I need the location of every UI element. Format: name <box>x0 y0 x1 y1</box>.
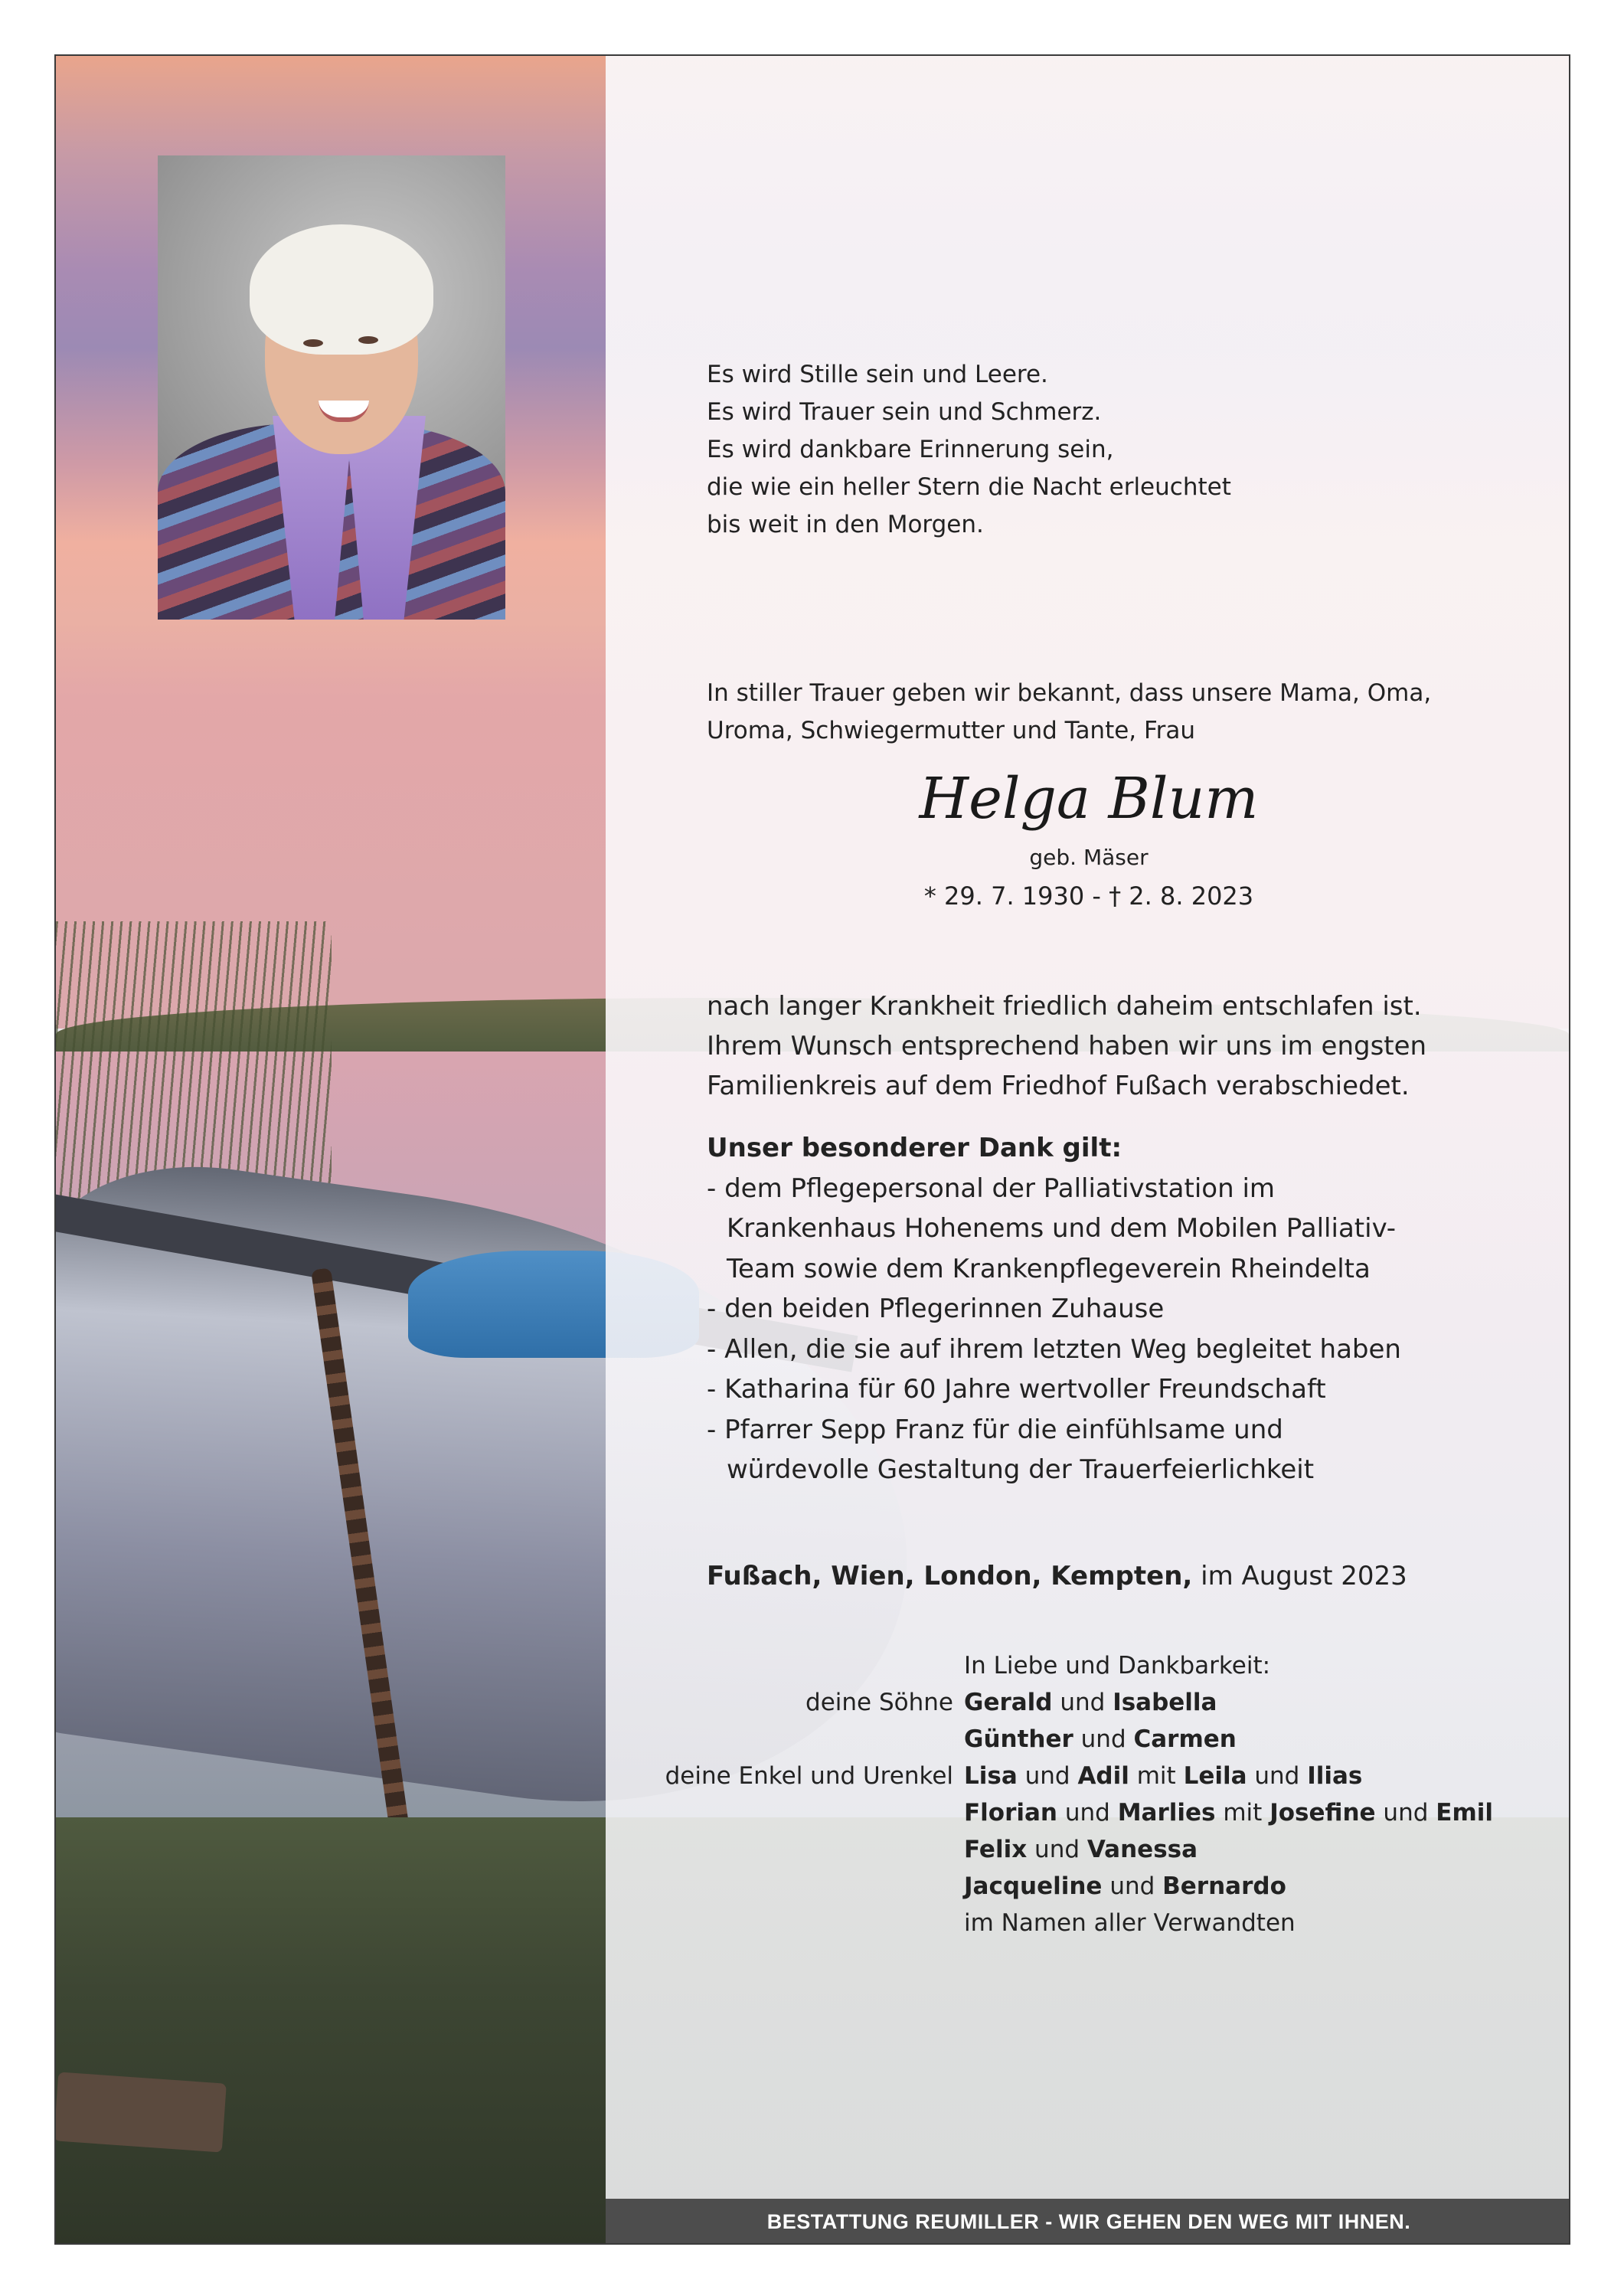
thanks-line: - den beiden Pflegerinnen Zuhause <box>707 1294 1165 1324</box>
notice-line: Ihrem Wunsch entsprechend haben wir uns im engsten <box>707 1031 1427 1061</box>
closing-text: im Namen aller Verwandten <box>964 1909 1296 1937</box>
great-grandchild-name: Leila <box>1183 1762 1247 1790</box>
grandchild-family <box>964 1794 1493 1831</box>
month-year: im August 2023 <box>1192 1561 1407 1591</box>
son-couple <box>964 1721 1237 1758</box>
sons-label: deine Söhne <box>805 1689 953 1716</box>
son-name: Günther <box>964 1725 1073 1753</box>
son-couple <box>964 1684 1217 1721</box>
and-word: und <box>1057 1799 1118 1827</box>
intro-line: In stiller Trauer geben wir bekannt, dass unsere Mama, Oma, <box>707 679 1432 707</box>
poem <box>707 356 1231 544</box>
portrait-photo <box>158 155 505 620</box>
deceased-name: Helga Blum <box>919 766 1259 832</box>
empty-label <box>653 1794 964 1831</box>
with-word: mit <box>1129 1762 1184 1790</box>
great-grandchild-name: Ilias <box>1307 1762 1363 1790</box>
empty-label <box>653 1831 964 1868</box>
poem-line: Es wird Trauer sein und Schmerz. <box>707 398 1102 426</box>
poem-line: die wie ein heller Stern die Nacht erleuchtet <box>707 473 1231 501</box>
thanks-line: würdevolle Gestaltung der Trauerfeierlichkeit <box>727 1454 1315 1485</box>
birth-name: geb. Mäser <box>1029 845 1149 870</box>
portrait-eye <box>303 339 323 347</box>
empty-label <box>653 1905 964 1941</box>
poem-line: Es wird Stille sein und Leere. <box>707 361 1048 388</box>
thanks-line: Krankenhaus Hohenems und dem Mobilen Palliativ- <box>727 1213 1397 1244</box>
partner-name: Carmen <box>1133 1725 1237 1753</box>
signatories <box>653 1647 1493 1941</box>
grandchild-name: Florian <box>964 1799 1058 1827</box>
and-word: und <box>1375 1799 1436 1827</box>
grandchildren-row <box>653 1794 1493 1831</box>
grandchild-name: Jacqueline <box>964 1872 1103 1900</box>
obituary-card <box>54 54 1570 2245</box>
partner-name: Bernardo <box>1162 1872 1286 1900</box>
sons-row <box>653 1721 1493 1758</box>
empty-label <box>653 1868 964 1905</box>
wooden-plank <box>54 2072 227 2152</box>
poem-line: bis weit in den Morgen. <box>707 511 984 538</box>
with-word: mit <box>1215 1799 1270 1827</box>
and-word: und <box>1027 1836 1087 1863</box>
funeral-home-footer: BESTATTUNG REUMILLER - WIR GEHEN DEN WEG MIT IHNEN. <box>606 2199 1570 2245</box>
portrait-hair <box>250 224 433 355</box>
grandchild-couple <box>964 1868 1286 1905</box>
great-grandchild-name: Josefine <box>1269 1799 1376 1827</box>
partner-name: Marlies <box>1117 1799 1216 1827</box>
intro-line: Uroma, Schwiegermutter und Tante, Frau <box>707 717 1195 744</box>
grandchild-name: Felix <box>964 1836 1028 1863</box>
signature-heading-row <box>653 1647 1493 1684</box>
grandchild-name: Lisa <box>964 1762 1018 1790</box>
empty-label <box>653 1721 964 1758</box>
and-word: und <box>1017 1762 1078 1790</box>
thanks-title: Unser besonderer Dank gilt: <box>707 1133 1122 1163</box>
thanks-line: Team sowie dem Krankenpflegeverein Rheindelta <box>727 1253 1371 1284</box>
great-grandchild-name: Emil <box>1436 1799 1493 1827</box>
announcement-intro <box>707 675 1431 750</box>
death-notice <box>707 986 1426 1106</box>
thanks-line: - Katharina für 60 Jahre wertvoller Freundschaft <box>707 1374 1326 1405</box>
sons-row <box>653 1684 1493 1721</box>
poem-line: Es wird dankbare Erinnerung sein, <box>707 436 1114 463</box>
and-word: und <box>1052 1689 1113 1716</box>
grandchild-couple <box>964 1831 1198 1868</box>
partner-name: Isabella <box>1113 1689 1217 1716</box>
son-name: Gerald <box>964 1689 1053 1716</box>
and-word: und <box>1073 1725 1134 1753</box>
grandchildren-row <box>653 1831 1493 1868</box>
notice-line: Familienkreis auf dem Friedhof Fußach verabschiedet. <box>707 1071 1410 1101</box>
grandchildren-label: deine Enkel und Urenkel <box>665 1762 953 1790</box>
cities: Fußach, Wien, London, Kempten, <box>707 1561 1193 1591</box>
thanks-line: - Pfarrer Sepp Franz für die einfühlsame und <box>707 1414 1283 1445</box>
notice-line: nach langer Krankheit friedlich daheim entschlafen ist. <box>707 991 1422 1022</box>
grandchild-family <box>964 1758 1362 1794</box>
place-and-date <box>707 1561 1407 1591</box>
closing-row <box>653 1905 1493 1941</box>
grandchildren-row <box>653 1758 1493 1794</box>
life-dates: * 29. 7. 1930 - † 2. 8. 2023 <box>923 881 1254 911</box>
and-word: und <box>1247 1762 1308 1790</box>
thanks-section <box>707 1128 1401 1490</box>
portrait-eye <box>358 336 378 344</box>
empty-label <box>653 1647 964 1684</box>
grandchildren-row <box>653 1868 1493 1905</box>
thanks-line: - dem Pflegepersonal der Palliativstation im <box>707 1173 1276 1204</box>
partner-name: Vanessa <box>1086 1836 1198 1863</box>
partner-name: Adil <box>1077 1762 1129 1790</box>
thanks-line: - Allen, die sie auf ihrem letzten Weg begleitet haben <box>707 1333 1401 1365</box>
and-word: und <box>1102 1872 1163 1900</box>
signature-heading: In Liebe und Dankbarkeit: <box>964 1652 1271 1679</box>
